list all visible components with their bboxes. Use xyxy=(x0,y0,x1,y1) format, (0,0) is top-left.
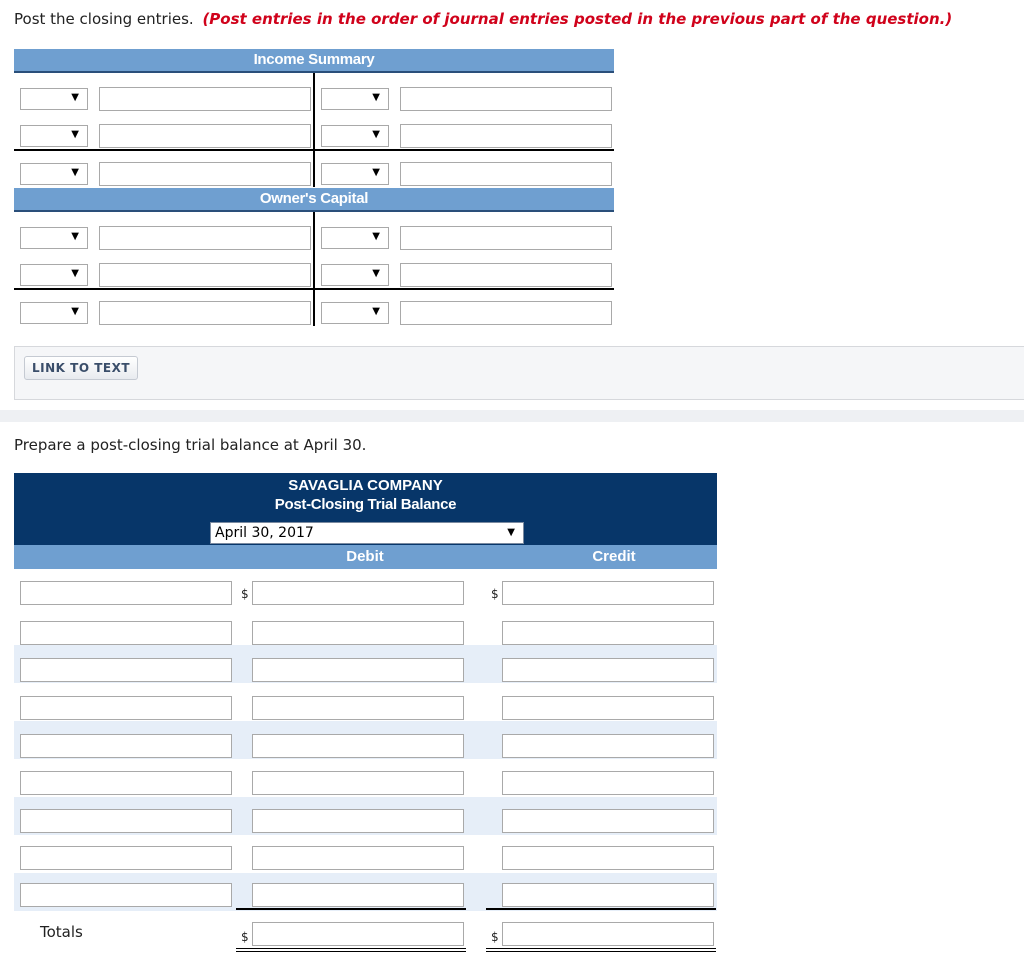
income-summary-credit-balance-select[interactable] xyxy=(321,163,389,185)
account-name-input[interactable] xyxy=(20,658,232,682)
taccount-total-rule xyxy=(14,288,614,290)
taccount-divider xyxy=(313,73,315,187)
company-name: SAVAGLIA COMPANY xyxy=(288,477,443,494)
closing-instructions-note: (Post entries in the order of journal entries posted in the previous part of the question.) xyxy=(202,10,953,28)
income-summary-debit-balance-select[interactable] xyxy=(20,163,88,185)
chevron-down-icon: ▼ xyxy=(507,527,515,538)
owners-capital-credit-account-select-1[interactable] xyxy=(321,227,389,249)
owners-capital-debit-balance[interactable] xyxy=(99,301,311,325)
link-to-text-button[interactable]: LINK TO TEXT xyxy=(24,356,138,380)
account-name-input[interactable] xyxy=(20,696,232,720)
account-name-input[interactable] xyxy=(20,809,232,833)
chevron-down-icon: ▼ xyxy=(372,167,380,178)
chevron-down-icon: ▼ xyxy=(372,129,380,140)
table-row xyxy=(14,721,717,759)
credit-amount-input[interactable] xyxy=(502,621,714,645)
owners-capital-credit-amount-1[interactable] xyxy=(400,226,612,250)
account-name-input[interactable] xyxy=(20,771,232,795)
debit-amount-input[interactable] xyxy=(252,809,464,833)
credit-total-dollar-sign: $ xyxy=(491,930,499,944)
date-select-value: April 30, 2017 xyxy=(215,525,314,541)
closing-instructions-text: Post the closing entries. xyxy=(14,10,194,28)
income-summary-credit-amount-1[interactable] xyxy=(400,87,612,111)
owners-capital-debit-account-select-2[interactable] xyxy=(20,264,88,286)
table-row xyxy=(14,797,717,835)
taccount-divider xyxy=(313,212,315,326)
owners-capital-debit-account-select-1[interactable] xyxy=(20,227,88,249)
credit-amount-input[interactable] xyxy=(502,658,714,682)
trial-balance-header xyxy=(14,473,717,545)
taccount-owners-capital-title: Owner's Capital xyxy=(14,188,614,212)
chevron-down-icon: ▼ xyxy=(372,268,380,279)
account-name-input[interactable] xyxy=(20,621,232,645)
credit-column-header: Credit xyxy=(592,548,636,565)
credit-amount-input[interactable] xyxy=(502,696,714,720)
taccount-income-summary-title: Income Summary xyxy=(14,49,614,73)
table-row xyxy=(14,873,717,911)
account-name-input[interactable] xyxy=(20,734,232,758)
owners-capital-credit-account-select-2[interactable] xyxy=(321,264,389,286)
owners-capital-debit-amount-2[interactable] xyxy=(99,263,311,287)
owners-capital-debit-balance-select[interactable] xyxy=(20,302,88,324)
section-separator xyxy=(0,410,1024,422)
table-row xyxy=(14,645,717,683)
table-row xyxy=(14,683,717,721)
account-name-input[interactable] xyxy=(20,846,232,870)
income-summary-credit-amount-2[interactable] xyxy=(400,124,612,148)
owners-capital-credit-amount-2[interactable] xyxy=(400,263,612,287)
debit-total-dollar-sign: $ xyxy=(241,930,249,944)
chevron-down-icon: ▼ xyxy=(372,306,380,317)
income-summary-credit-account-select-2[interactable] xyxy=(321,125,389,147)
taccount-owners-capital xyxy=(14,212,614,326)
chevron-down-icon: ▼ xyxy=(71,306,79,317)
taccount-income-summary xyxy=(14,73,614,187)
date-select[interactable] xyxy=(210,522,524,544)
income-summary-credit-balance[interactable] xyxy=(400,162,612,186)
debit-dollar-sign: $ xyxy=(241,587,249,601)
income-summary-debit-balance[interactable] xyxy=(99,162,311,186)
income-summary-debit-account-select-1[interactable] xyxy=(20,88,88,110)
credit-total-double-rule xyxy=(486,948,716,952)
credit-amount-input[interactable] xyxy=(502,846,714,870)
debit-amount-input[interactable] xyxy=(252,658,464,682)
table-row xyxy=(14,759,717,797)
debit-total-rule xyxy=(236,908,466,910)
debit-amount-input[interactable] xyxy=(252,581,464,605)
credit-amount-input[interactable] xyxy=(502,809,714,833)
debit-column-header: Debit xyxy=(346,548,384,565)
chevron-down-icon: ▼ xyxy=(71,167,79,178)
account-name-input[interactable] xyxy=(20,883,232,907)
chevron-down-icon: ▼ xyxy=(71,268,79,279)
credit-amount-input[interactable] xyxy=(502,734,714,758)
debit-amount-input[interactable] xyxy=(252,771,464,795)
chevron-down-icon: ▼ xyxy=(372,231,380,242)
credit-amount-input[interactable] xyxy=(502,771,714,795)
trial-balance-instructions: Prepare a post-closing trial balance at April 30. xyxy=(14,436,367,454)
table-row xyxy=(14,569,717,607)
owners-capital-credit-balance[interactable] xyxy=(400,301,612,325)
account-name-input[interactable] xyxy=(20,581,232,605)
link-panel xyxy=(14,346,1024,400)
credit-total-rule xyxy=(486,908,716,910)
debit-amount-input[interactable] xyxy=(252,846,464,870)
totals-label: Totals xyxy=(40,923,83,941)
column-headers xyxy=(14,545,717,569)
credit-dollar-sign: $ xyxy=(491,587,499,601)
credit-amount-input[interactable] xyxy=(502,883,714,907)
chevron-down-icon: ▼ xyxy=(372,92,380,103)
chevron-down-icon: ▼ xyxy=(71,92,79,103)
table-row xyxy=(14,607,717,645)
debit-amount-input[interactable] xyxy=(252,883,464,907)
debit-total-input[interactable] xyxy=(252,922,464,946)
statement-title: Post-Closing Trial Balance xyxy=(274,496,457,513)
debit-amount-input[interactable] xyxy=(252,734,464,758)
debit-amount-input[interactable] xyxy=(252,696,464,720)
owners-capital-credit-balance-select[interactable] xyxy=(321,302,389,324)
income-summary-debit-account-select-2[interactable] xyxy=(20,125,88,147)
taccount-total-rule xyxy=(14,149,614,151)
income-summary-credit-account-select-1[interactable] xyxy=(321,88,389,110)
closing-instructions xyxy=(14,10,952,28)
owners-capital-debit-amount-1[interactable] xyxy=(99,226,311,250)
income-summary-debit-amount-2[interactable] xyxy=(99,124,311,148)
table-row xyxy=(14,835,717,873)
debit-total-double-rule xyxy=(236,948,466,952)
credit-amount-input[interactable] xyxy=(502,581,714,605)
income-summary-debit-amount-1[interactable] xyxy=(99,87,311,111)
chevron-down-icon: ▼ xyxy=(71,129,79,140)
debit-amount-input[interactable] xyxy=(252,621,464,645)
chevron-down-icon: ▼ xyxy=(71,231,79,242)
credit-total-input[interactable] xyxy=(502,922,714,946)
